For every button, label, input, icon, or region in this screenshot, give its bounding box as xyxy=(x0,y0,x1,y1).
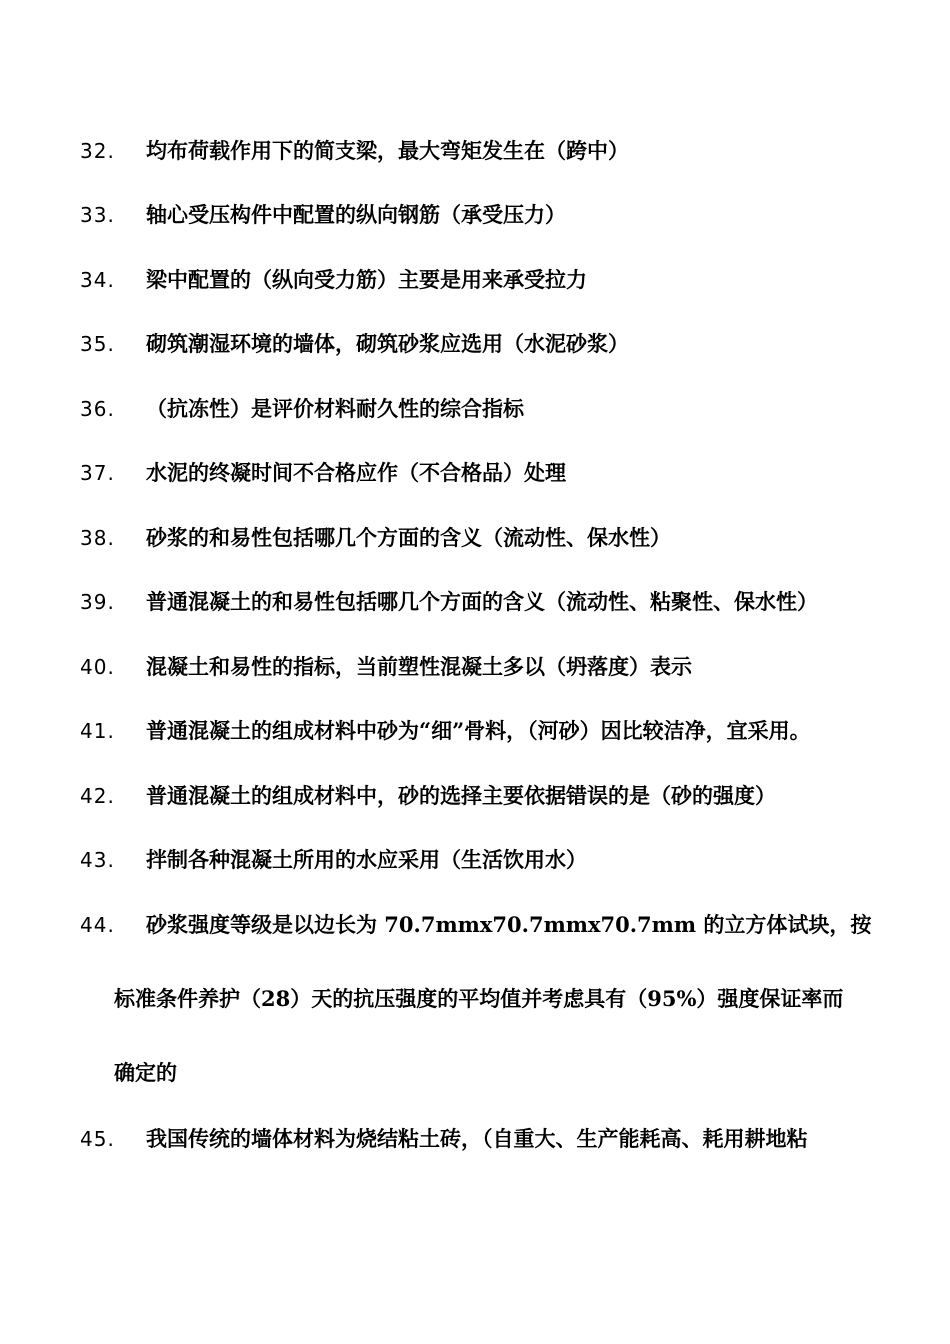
item-number: 44. xyxy=(80,913,115,937)
item-number: 45. xyxy=(80,1127,115,1151)
item-text: 普通混凝土的和易性包括哪几个方面的含义（流动性、粘聚性、保水性） xyxy=(146,589,818,614)
list-item xyxy=(0,200,950,264)
item-continuation-line: 标准条件养护（28）天的抗压强度的平均值并考虑具有（95%）强度保证率而 xyxy=(114,986,844,1011)
item-continuation-line: 确定的 xyxy=(114,1060,177,1085)
item-number: 33. xyxy=(80,203,115,227)
list-item xyxy=(0,781,950,845)
item-number: 42. xyxy=(80,784,115,808)
item-number: 40. xyxy=(80,655,115,679)
list-item xyxy=(0,587,950,651)
item-number: 37. xyxy=(80,461,115,485)
list-item xyxy=(0,910,950,974)
item-number: 34. xyxy=(80,268,115,292)
item-text: 砌筑潮湿环境的墙体，砌筑砂浆应选用（水泥砂浆） xyxy=(146,331,629,356)
item-text: 普通混凝土的组成材料中砂为“细”骨料，（河砂）因比较洁净，宜采用。 xyxy=(146,718,811,743)
item-text: 轴心受压构件中配置的纵向钢筋（承受压力） xyxy=(146,202,566,227)
item-number: 32. xyxy=(80,139,115,163)
item-number: 39. xyxy=(80,590,115,614)
item-text: 我国传统的墙体材料为烧结粘土砖，（自重大、生产能耗高、耗用耕地粘 xyxy=(146,1126,808,1151)
item-text: 梁中配置的（纵向受力筋）主要是用来承受拉力 xyxy=(146,267,587,292)
list-item xyxy=(0,458,950,522)
list-item xyxy=(0,265,950,329)
list-item xyxy=(0,652,950,716)
item-number: 35. xyxy=(80,332,115,356)
item-number: 43. xyxy=(80,848,115,872)
item-number: 41. xyxy=(80,719,115,743)
item-text: 砂浆的和易性包括哪几个方面的含义（流动性、保水性） xyxy=(146,525,671,550)
list-item xyxy=(0,845,950,909)
item-number: 36. xyxy=(80,397,115,421)
item-text: 拌制各种混凝土所用的水应采用（生活饮用水） xyxy=(146,847,587,872)
list-item xyxy=(0,523,950,587)
list-item xyxy=(0,136,950,200)
list-item xyxy=(0,329,950,393)
item-text: 砂浆强度等级是以边长为 70.7mmx70.7mmx70.7mm 的立方体试块，按 xyxy=(146,912,872,937)
list-item xyxy=(0,394,950,458)
item-text: 均布荷载作用下的简支梁，最大弯矩发生在（跨中） xyxy=(146,138,629,163)
item-text: 水泥的终凝时间不合格应作（不合格品）处理 xyxy=(146,460,566,485)
list-item xyxy=(0,1124,950,1188)
item-text: 普通混凝土的组成材料中，砂的选择主要依据错误的是（砂的强度） xyxy=(146,783,776,808)
list-item xyxy=(0,716,950,780)
item-text: 混凝土和易性的指标，当前塑性混凝土多以（坍落度）表示 xyxy=(146,654,692,679)
item-text: （抗冻性）是评价材料耐久性的综合指标 xyxy=(146,396,524,421)
item-number: 38. xyxy=(80,526,115,550)
